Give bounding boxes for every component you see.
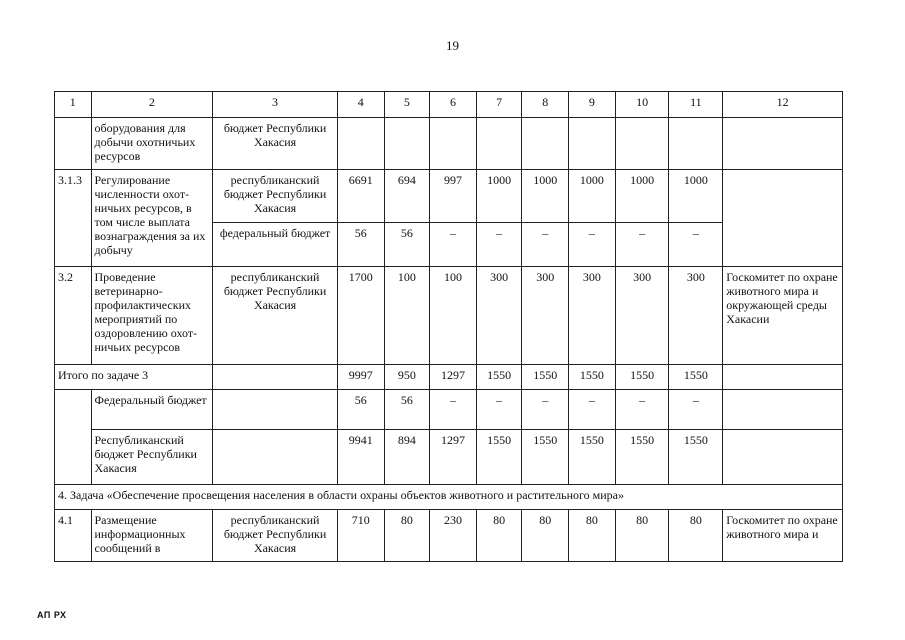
header-cell: 1 <box>55 92 92 118</box>
value-cell: 1550 <box>522 430 569 485</box>
value-cell: 1550 <box>569 365 616 390</box>
value-cell: 300 <box>669 267 723 365</box>
table-row <box>55 390 843 430</box>
value-cell: 230 <box>430 510 477 562</box>
value-cell: – <box>669 390 723 430</box>
table-row <box>55 365 843 390</box>
header-cell: 2 <box>91 92 213 118</box>
value-cell: 1550 <box>522 365 569 390</box>
value-cell: 710 <box>337 510 384 562</box>
value-cell: 80 <box>669 510 723 562</box>
value-cell: 6691 <box>337 170 384 223</box>
activity-name: Проведение ветеринарно-профилактических мероприятий по оздоровлению охот-ничьих ресурсов <box>91 267 213 365</box>
value-cell: 56 <box>384 223 430 267</box>
value-cell: 1000 <box>569 170 616 223</box>
value-cell: 1550 <box>476 365 522 390</box>
table-row <box>55 430 843 485</box>
value-cell: 300 <box>615 267 669 365</box>
executor-cell: Госкомитет по охране животного мира и окружающей среды Хакасии <box>723 267 843 365</box>
value-cell: 300 <box>522 267 569 365</box>
header-cell: 3 <box>213 92 338 118</box>
table-row <box>55 267 843 365</box>
table-row <box>55 118 843 170</box>
table-header-row <box>55 92 843 118</box>
value-cell: 56 <box>337 390 384 430</box>
row-number: 3.1.3 <box>55 170 92 267</box>
value-cell: – <box>615 223 669 267</box>
value-cell: – <box>476 390 522 430</box>
value-cell: 1000 <box>476 170 522 223</box>
funding-source: федеральный бюджет <box>213 223 338 267</box>
header-cell: 12 <box>723 92 843 118</box>
value-cell: 894 <box>384 430 430 485</box>
value-cell: 1000 <box>522 170 569 223</box>
value-cell: – <box>430 390 477 430</box>
value-cell: – <box>569 223 616 267</box>
activity-name: оборудования для добычи охотничьих ресурсов <box>91 118 213 170</box>
value-cell: 80 <box>615 510 669 562</box>
header-cell: 4 <box>337 92 384 118</box>
value-cell: 1297 <box>430 365 477 390</box>
value-cell: 300 <box>476 267 522 365</box>
value-cell: 1550 <box>569 430 616 485</box>
value-cell: – <box>430 223 477 267</box>
value-cell: 1550 <box>476 430 522 485</box>
value-cell: 1550 <box>669 365 723 390</box>
funding-source: республиканский бюджет Республики Хакасия <box>213 170 338 223</box>
header-cell: 11 <box>669 92 723 118</box>
value-cell: 100 <box>384 267 430 365</box>
row-number: 3.2 <box>55 267 92 365</box>
task-heading: 4. Задача «Обеспечение просвещения населения в области охраны объектов животного и растительного мира» <box>55 485 843 510</box>
funding-source: республиканский бюджет Республики Хакасия <box>213 267 338 365</box>
footer-mark: АП РХ <box>37 610 67 620</box>
budget-label: Федеральный бюджет <box>91 390 213 430</box>
value-cell: 1550 <box>615 365 669 390</box>
row-number: 4.1 <box>55 510 92 562</box>
value-cell: 300 <box>569 267 616 365</box>
value-cell: 1000 <box>669 170 723 223</box>
value-cell: 1297 <box>430 430 477 485</box>
value-cell: – <box>615 390 669 430</box>
value-cell: 1700 <box>337 267 384 365</box>
executor-cell <box>723 170 843 267</box>
value-cell: 80 <box>569 510 616 562</box>
budget-label: Республиканский бюджет Республики Хакасия <box>91 430 213 485</box>
value-cell: 9941 <box>337 430 384 485</box>
activity-name: Размещение информационных сообщений в <box>91 510 213 562</box>
total-label: Итого по задаче 3 <box>55 365 213 390</box>
funding-source: республиканский бюджет Республики Хакасия <box>213 510 338 562</box>
value-cell: 56 <box>337 223 384 267</box>
header-cell: 6 <box>430 92 477 118</box>
table-row <box>55 510 843 562</box>
value-cell: 80 <box>476 510 522 562</box>
header-cell: 5 <box>384 92 430 118</box>
table-row <box>55 170 843 223</box>
executor-cell: Госкомитет по охране животного мира и <box>723 510 843 562</box>
value-cell: 1550 <box>669 430 723 485</box>
value-cell: – <box>522 390 569 430</box>
value-cell: – <box>522 223 569 267</box>
value-cell: – <box>476 223 522 267</box>
program-table <box>54 91 843 562</box>
value-cell: 56 <box>384 390 430 430</box>
table-row <box>55 485 843 510</box>
activity-name: Регулирование численности охот-ничьих ресурсов, в том числе выплата вознаграждения за их добычу <box>91 170 213 267</box>
value-cell: 80 <box>522 510 569 562</box>
value-cell: 950 <box>384 365 430 390</box>
value-cell: 1550 <box>615 430 669 485</box>
value-cell: 80 <box>384 510 430 562</box>
value-cell: 9997 <box>337 365 384 390</box>
header-cell: 8 <box>522 92 569 118</box>
value-cell: – <box>569 390 616 430</box>
value-cell: – <box>669 223 723 267</box>
header-cell: 7 <box>476 92 522 118</box>
value-cell: 100 <box>430 267 477 365</box>
funding-source: бюджет Республики Хакасия <box>213 118 338 170</box>
value-cell: 997 <box>430 170 477 223</box>
value-cell: 1000 <box>615 170 669 223</box>
page-number: 19 <box>446 38 459 53</box>
header-cell: 9 <box>569 92 616 118</box>
value-cell: 694 <box>384 170 430 223</box>
header-cell: 10 <box>615 92 669 118</box>
